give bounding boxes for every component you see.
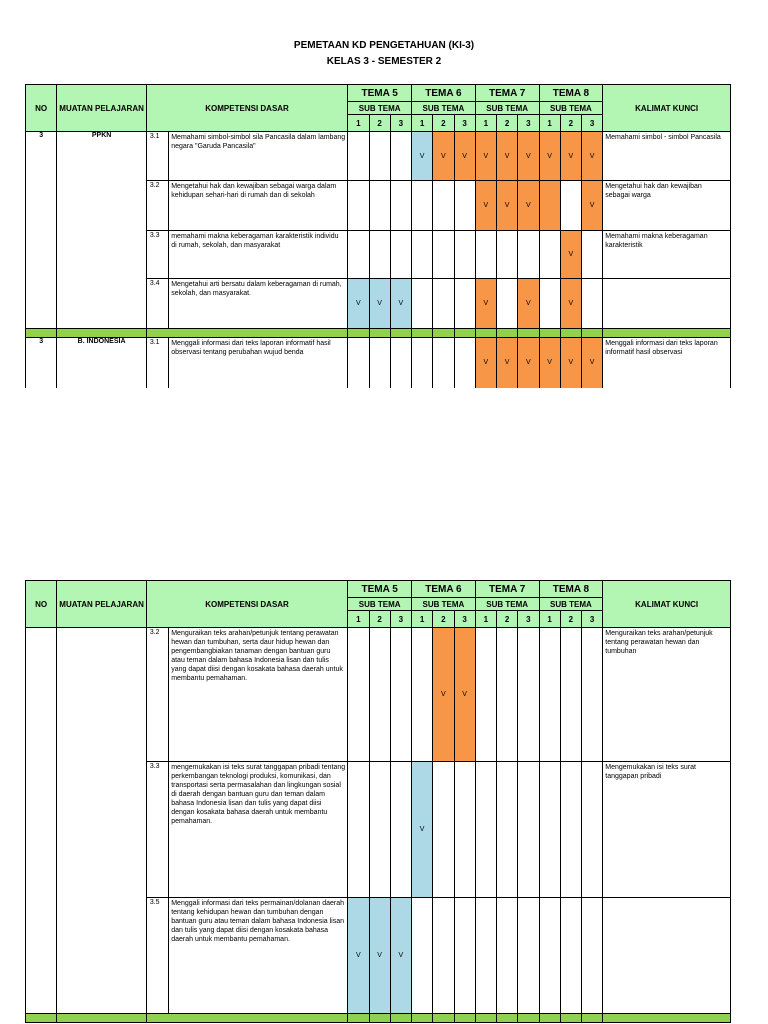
row-no: 3 [26,338,57,388]
col-header-kd: KOMPETENSI DASAR [146,85,347,132]
subtema-header: SUB TEMA [539,598,603,611]
subtema-number: 3 [518,611,539,628]
subtema-number: 2 [560,611,581,628]
check-mark: V [518,338,539,388]
subtema-number: 1 [475,611,496,628]
check-mark: V [560,279,581,329]
kd-text: memahami makna keberagaman karakteristik individu di rumah, sekolah, dan masyarakat [169,231,348,279]
section-separator [26,329,731,338]
kd-text: Mengetahui hak dan kewajiban sebagai warga dalam kehidupan sehari-hari di rumah dan di sekolah [169,181,348,231]
kd-number: 3.5 [146,898,168,1014]
kd-text: Memahami simbol-simbol sila Pancasila dalam lambang negara "Garuda Pancasila" [169,132,348,181]
subtema-header: SUB TEMA [475,102,539,115]
tema-header-7: TEMA 7 [475,85,539,102]
kd-number: 3.2 [146,628,168,762]
subtema-number: 2 [369,115,390,132]
kalimat-kunci: Menguraikan teks arahan/petunjuk tentang perawatan hewan dan tumbuhan [603,628,731,762]
check-mark: V [390,279,411,329]
subtema-number: 2 [497,611,518,628]
check-mark: V [582,181,603,231]
check-mark: V [582,338,603,388]
subtema-header: SUB TEMA [539,102,603,115]
subtema-number: 1 [412,611,433,628]
check-mark: V [369,898,390,1014]
subtema-number: 3 [518,115,539,132]
col-header-kunci: KALIMAT KUNCI [603,85,731,132]
kd-text: Menguraikan teks arahan/petunjuk tentang perawatan hewan dan tumbuhan, serta daur hidup hewan dan pengembangbiakan tanaman dengan bantuan guru atau teman dalam bahasa Indonesia lisan dan tulis yang dapat diisi dengan kosakata bahasa daerah untuk membantu pemahaman. [169,628,348,762]
tema-header-8: TEMA 8 [539,85,603,102]
kalimat-kunci: Mengetahui hak dan kewajiban sebagai warga [603,181,731,231]
kalimat-kunci: Mengemukakan isi teks surat tanggapan pribadi [603,762,731,898]
kd-number: 3.4 [146,279,168,329]
col-header-kunci: KALIMAT KUNCI [603,581,731,628]
check-mark: V [560,338,581,388]
subtema-number: 2 [497,115,518,132]
subtema-header: SUB TEMA [348,102,412,115]
check-mark: V [348,279,369,329]
check-mark: V [518,181,539,231]
subtema-number: 1 [475,115,496,132]
check-mark: V [475,338,496,388]
tema-header-6: TEMA 6 [412,85,476,102]
subtema-number: 2 [433,611,454,628]
tema-header-5: TEMA 5 [348,85,412,102]
kd-number: 3.1 [146,132,168,181]
check-mark: V [433,628,454,762]
tema-header-5: TEMA 5 [348,581,412,598]
check-mark: V [560,231,581,279]
check-mark: V [369,279,390,329]
subtema-number: 1 [412,115,433,132]
subtema-number: 3 [454,611,475,628]
tema-header-7: TEMA 7 [475,581,539,598]
mapping-table-1 [25,84,731,388]
subtema-number: 3 [454,115,475,132]
page-title: PEMETAAN KD PENGETAHUAN (KI-3) [293,40,475,51]
tema-header-8: TEMA 8 [539,581,603,598]
check-mark: V [582,132,603,181]
check-mark: V [497,181,518,231]
table-row [26,338,731,388]
row-no: 3 [26,132,57,329]
kd-number: 3.1 [146,338,168,388]
col-header-muatan: MUATAN PELAJARAN [57,85,147,132]
subtema-number: 2 [433,115,454,132]
subtema-number: 2 [560,115,581,132]
check-mark: V [475,181,496,231]
subtema-number: 1 [539,115,560,132]
row-mapel: PPKN [57,132,147,329]
subtema-number: 3 [390,115,411,132]
check-mark: V [518,279,539,329]
col-header-muatan: MUATAN PELAJARAN [57,581,147,628]
check-mark: V [539,132,560,181]
check-mark: V [454,132,475,181]
section-separator [26,1014,731,1023]
col-header-kd: KOMPETENSI DASAR [146,581,347,628]
check-mark: V [412,132,433,181]
page-subtitle: KELAS 3 - SEMESTER 2 [326,56,442,67]
subtema-header: SUB TEMA [475,598,539,611]
subtema-header: SUB TEMA [412,598,476,611]
check-mark: V [560,132,581,181]
check-mark: V [475,279,496,329]
subtema-number: 3 [582,115,603,132]
table-row [26,628,731,762]
subtema-number: 1 [348,611,369,628]
mapping-table-2 [25,580,731,1023]
subtema-number: 2 [369,611,390,628]
check-mark: V [348,898,369,1014]
col-header-no: NO [26,85,57,132]
check-mark: V [475,132,496,181]
check-mark: V [390,898,411,1014]
check-mark: V [433,132,454,181]
subtema-number: 1 [539,611,560,628]
kd-text: Mengetahui arti bersatu dalam keberagaman di rumah, sekolah, dan masyarakat. [169,279,348,329]
kalimat-kunci [603,898,731,1014]
col-header-no: NO [26,581,57,628]
kalimat-kunci: Memahami simbol - simbol Pancasila [603,132,731,181]
tema-header-6: TEMA 6 [412,581,476,598]
kalimat-kunci [603,279,731,329]
subtema-header: SUB TEMA [348,598,412,611]
table-row [26,132,731,181]
kalimat-kunci: Menggali informasi dari teks laporan informatif hasil observasi [603,338,731,388]
subtema-number: 1 [348,115,369,132]
check-mark: V [497,132,518,181]
check-mark: V [412,762,433,898]
kd-number: 3.2 [146,181,168,231]
kd-number: 3.3 [146,762,168,898]
check-mark: V [454,628,475,762]
kalimat-kunci: Memahami makna keberagaman karakteristik [603,231,731,279]
subtema-header: SUB TEMA [412,102,476,115]
kd-text: mengemukakan isi teks surat tanggapan pribadi tentang perkembangan teknologi produksi, komunikasi, dan transportasi serta permasalahan dan lingkungan sosial di daerah dengan bantuan guru dan teman dalam bahasa Indonesia lisan dan tulis yang dapat diisi dengan kosakata bahasa daerah untuk membantu pemahaman. [169,762,348,898]
kd-text: Menggali informasi dari teks permainan/dolanan daerah tentang kehidupan hewan dan tumbuhan dengan bantuan guru atau teman dalam bahasa Indonesia lisan dan tulis yang dapat diisi dengan kosakata bahasa daerah untuk membantu pemahaman. [169,898,348,1014]
kd-number: 3.3 [146,231,168,279]
subtema-number: 3 [582,611,603,628]
check-mark: V [518,132,539,181]
subtema-number: 3 [390,611,411,628]
kd-text: Menggali informasi dari teks laporan informatif hasil observasi tentang perubahan wujud benda [169,338,348,388]
check-mark: V [539,338,560,388]
row-mapel: B. INDONESIA [57,338,147,388]
check-mark: V [497,338,518,388]
